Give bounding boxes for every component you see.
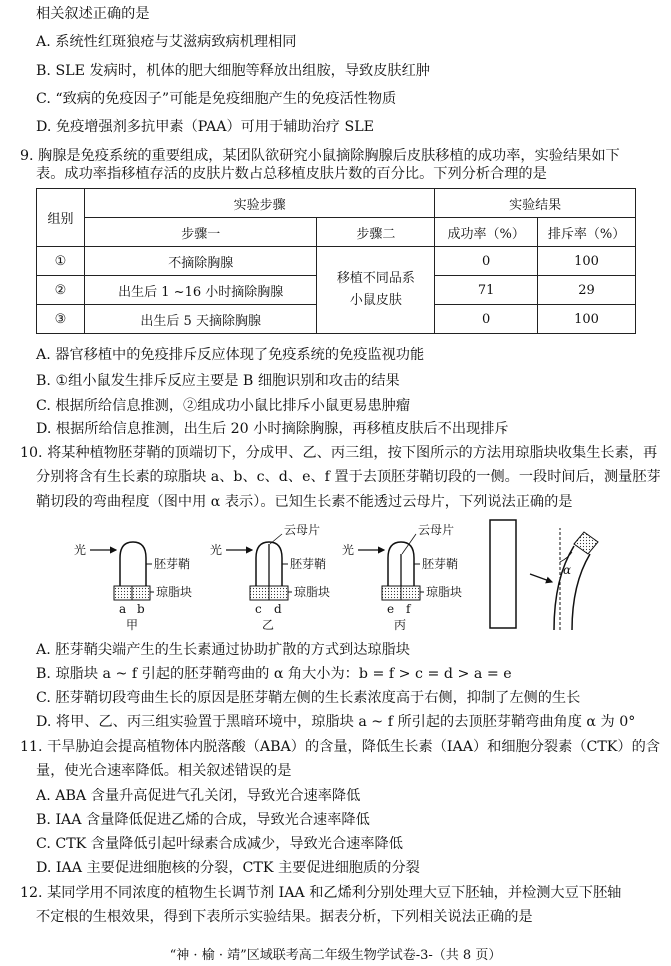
option-d: D. 根据所给信息推测，出生后 20 小时摘除胸腺，再移植皮肤后不出现排斥 [36, 421, 509, 437]
option-a: A. ABA 含量升高促进气孔关闭，导致光合速率降低 [36, 788, 361, 804]
q12-stem: 12. 某同学用不同浓度的植物生长调节剂 IAA 和乙烯利分别处理大豆下胚轴，并检测大豆下胚轴 [20, 885, 622, 901]
cell-group: ② [37, 276, 85, 305]
q12-stem-cont: 不定根的生根效果，得到下表所示实验结果。据表分析，下列相关说法正确的是 [36, 909, 533, 925]
cell-group: ① [37, 247, 85, 276]
cell-success: 0 [435, 247, 538, 276]
header-group: 组别 [37, 189, 85, 247]
option-b: B. SLE 发病时，机体的肥大细胞等释放出组胺，导致皮肤红肿 [36, 63, 430, 79]
table-row [37, 247, 636, 276]
text-line: 相关叙述正确的是 [36, 6, 150, 22]
coleoptile-label: 胚芽鞘 [422, 557, 459, 571]
option-c: C. 根据所给信息推测，②组成功小鼠比排斥小鼠更易患肿瘤 [36, 398, 411, 414]
agar-block [269, 586, 288, 600]
group-label-jia: 甲 [126, 618, 139, 632]
agar-block [574, 532, 598, 554]
option-a: A. 系统性红斑狼疮与艾滋病致病机理相同 [36, 34, 297, 50]
coleoptile-label: 胚芽鞘 [154, 557, 191, 571]
cell-success: 0 [435, 305, 538, 334]
q10-stem-cont: 分别将含有生长素的琼脂块 a、b、c、d、e、f 置于去顶胚芽鞘切段的一侧。一段时间后，测量胚芽 [36, 469, 661, 485]
cell-reject: 100 [538, 305, 636, 334]
decapitated-coleoptile [490, 520, 516, 628]
light-label: 光 [342, 543, 355, 557]
alpha-label: α [563, 563, 572, 577]
option-a: A. 胚芽鞘尖端产生的生长素通过协助扩散的方式到达琼脂块 [36, 642, 410, 658]
q11-stem: 11. 干旱胁迫会提高植物体内脱落酸（ABA）的含量，降低生长素（IAA）和细胞分裂素（CTK）的含 [20, 739, 660, 755]
cell-success: 71 [435, 276, 538, 305]
q9-table [36, 188, 636, 334]
cell-step1: 不摘除胸腺 [84, 247, 317, 276]
bent-coleoptile [554, 546, 574, 630]
coleoptile-tip [120, 542, 146, 586]
option-d: D. 将甲、乙、丙三组实验置于黑暗环境中，琼脂块 a ~ f 所引起的去顶胚芽鞘弯曲角度 α 为 0° [36, 714, 636, 730]
group-label-bing: 丙 [394, 618, 407, 632]
agar-block [401, 586, 420, 600]
light-label: 光 [210, 543, 223, 557]
option-b: B. ①组小鼠发生排斥反应主要是 B 细胞识别和攻击的结果 [36, 373, 400, 389]
option-c: C. “致病的免疫因子”可能是免疫细胞产生的免疫活性物质 [36, 91, 397, 107]
mica-label: 云母片 [418, 523, 455, 537]
group-label-yi: 乙 [262, 618, 275, 632]
label-b: b [137, 602, 145, 616]
agar-block [132, 586, 150, 600]
agar-label: 琼脂块 [294, 585, 331, 599]
q11-stem-cont: 量，使光合速率降低。相关叙述错误的是 [36, 763, 292, 779]
label-d: d [274, 602, 282, 616]
light-label: 光 [74, 543, 87, 557]
agar-block [114, 586, 132, 600]
q10-stem: 10. 将某种植物胚芽鞘的顶端切下，分成甲、乙、丙三组，按下图所示的方法用琼脂块收集生长素，再 [20, 445, 658, 461]
q10-stem-cont: 鞘切段的弯曲程度（图中用 α 表示）。已知生长素不能透过云母片，下列说法正确的是 [36, 494, 573, 510]
q9-stem: 9. 胸腺是免疫系统的重要组成，某团队欲研究小鼠摘除胸腺后皮肤移植的成功率，实验结果如下 [20, 148, 620, 164]
cell-step1: 出生后 1 ~16 小时摘除胸腺 [84, 276, 317, 305]
agar-block [250, 586, 269, 600]
label-e: e [387, 602, 395, 616]
cell-reject: 29 [538, 276, 636, 305]
angle-arrow [530, 574, 552, 582]
cell-step1: 出生后 5 天摘除胸腺 [84, 305, 317, 334]
agar-label: 琼脂块 [156, 585, 193, 599]
label-f: f [406, 602, 411, 616]
header-step1: 步骤一 [84, 218, 317, 247]
q9-stem-cont: 表。成功率指移植存活的皮肤片数占总移植皮肤片数的百分比。下列分析合理的是 [36, 166, 547, 182]
cell-group: ③ [37, 305, 85, 334]
option-a: A. 器官移植中的免疫排斥反应体现了免疫系统的免疫监视功能 [36, 347, 425, 363]
agar-label: 琼脂块 [426, 585, 463, 599]
header-results: 实验结果 [435, 189, 636, 218]
mica-label: 云母片 [284, 523, 321, 537]
step2-line: 移植不同品系 [336, 271, 415, 286]
option-d: D. 免疫增强剂多抗甲素（PAA）可用于辅助治疗 SLE [36, 119, 375, 135]
coleoptile-label: 胚芽鞘 [290, 557, 327, 571]
option-c: C. 胚芽鞘切段弯曲生长的原因是胚芽鞘左侧的生长素浓度高于右侧，抑制了左侧的生长 [36, 690, 581, 706]
page-footer: “神 · 榆 · 靖”区域联考高二年级生物学试卷-3-（共 8 页） [169, 948, 502, 963]
header-reject: 排斥率（%） [538, 218, 636, 247]
option-b: B. 琼脂块 a ~ f 引起的胚芽鞘弯曲的 α 角大小为：b = f > c = d > a = e [36, 666, 512, 682]
header-success: 成功率（%） [435, 218, 538, 247]
agar-block [382, 586, 401, 600]
label-a: a [119, 602, 127, 616]
coleoptile-figure [60, 518, 640, 636]
label-c: c [255, 602, 262, 616]
cell-reject: 100 [538, 247, 636, 276]
option-b: B. IAA 含量降低促进乙烯的合成，导致光合速率降低 [36, 812, 370, 828]
step2-line: 小鼠皮肤 [349, 293, 402, 308]
cell-step2 [317, 247, 435, 334]
option-d: D. IAA 主要促进细胞核的分裂，CTK 主要促进细胞质的分裂 [36, 860, 420, 876]
option-c: C. CTK 含量降低引起叶绿素合成减少，导致光合速率降低 [36, 836, 403, 852]
header-step2: 步骤二 [317, 218, 435, 247]
header-steps: 实验步骤 [84, 189, 434, 218]
